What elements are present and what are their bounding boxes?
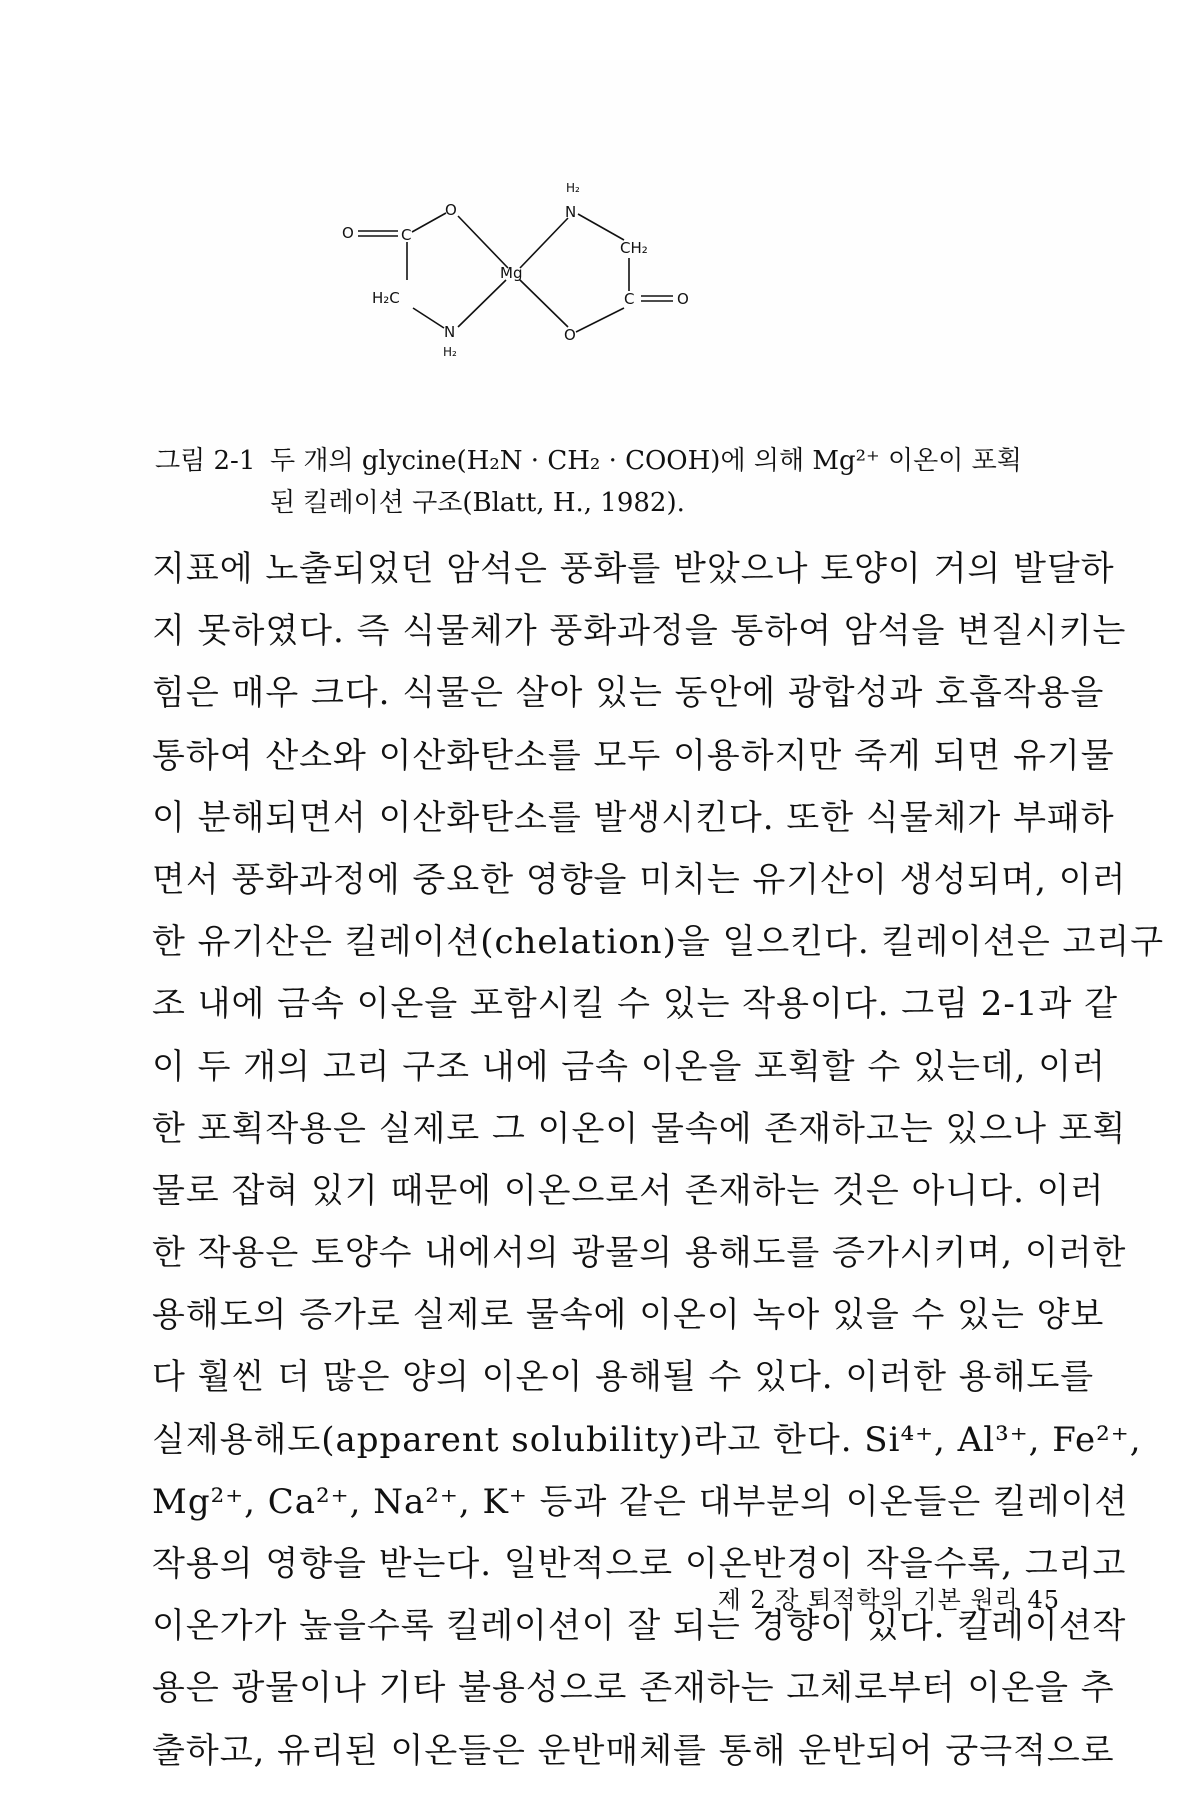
- bond-o-mg-bottom: [520, 280, 568, 327]
- atom-o-top: O: [445, 201, 457, 219]
- atom-c-right: C: [624, 290, 635, 308]
- atom-n-bottom-h: H₂: [443, 345, 457, 359]
- body-line: 한 유기산은 킬레이션(chelation)을 일으킨다. 킬레이션은 고리구: [152, 922, 1165, 963]
- body-line: 용해도의 증가로 실제로 물속에 이온이 녹아 있을 수 있는 양보: [152, 1295, 1105, 1336]
- body-line: 물로 잡혀 있기 때문에 이온으로서 존재하는 것은 아니다. 이러: [152, 1170, 1105, 1211]
- atom-mg: Mg: [500, 264, 523, 282]
- chelation-structure-diagram: [342, 180, 800, 430]
- atom-h2c-left: H₂C: [372, 289, 400, 307]
- bond-o-mg-top: [458, 216, 508, 268]
- bond-c-o-top: [412, 213, 446, 232]
- body-line: 통하여 산소와 이산화탄소를 모두 이용하지만 죽게 되면 유기물: [152, 735, 1115, 776]
- caption-line-1: [155, 440, 1055, 482]
- body-line: 지표에 노출되었던 암석은 풍화를 받았으나 토양이 거의 발달하: [152, 549, 1115, 589]
- body-line: 이 두 개의 고리 구조 내에 금속 이온을 포획할 수 있는데, 이러: [152, 1046, 1106, 1087]
- caption-text-1: 두 개의 glycine(H₂N · CH₂ · COOH)에 의해 Mg²⁺ 이온이 포획: [270, 446, 1022, 476]
- bond-n-mg-top: [520, 218, 568, 268]
- body-line: 실제용해도(apparent solubility)라고 한다. Si⁴⁺, Al³⁺, Fe²⁺,: [152, 1419, 1142, 1460]
- caption-label: 그림 2-1: [155, 446, 256, 476]
- caption-line-2: 된 킬레이션 구조(Blatt, H., 1982).: [270, 488, 685, 518]
- bond-n-ch2: [578, 214, 624, 240]
- atom-o-left: O: [342, 224, 354, 242]
- atom-n-bottom: N: [444, 323, 456, 341]
- body-line: 한 포획작용은 실제로 그 이온이 물속에 존재하고는 있으나 포획: [152, 1108, 1127, 1149]
- body-line: 한 작용은 토양수 내에서의 광물의 용해도를 증가시키며, 이러한: [152, 1233, 1127, 1274]
- bond-n-mg-bottom: [458, 280, 506, 327]
- body-line: 작용의 영향을 받는다. 일반적으로 이온반경이 작을수록, 그리고: [152, 1544, 1127, 1584]
- body-line: 다 훨씬 더 많은 양의 이온이 용해될 수 있다. 이러한 용해도를: [152, 1357, 1095, 1398]
- body-line: 조 내에 금속 이온을 포함시킬 수 있는 작용이다. 그림 2-1과 같: [152, 984, 1119, 1025]
- bond-c-o-bottom: [576, 308, 624, 332]
- body-line: 용은 광물이나 기타 불용성으로 존재하는 고체로부터 이온을 추: [152, 1668, 1115, 1709]
- figure-caption: [155, 440, 1055, 524]
- body-line: Mg²⁺, Ca²⁺, Na²⁺, K⁺ 등과 같은 대부분의 이온들은 킬레이션: [152, 1481, 1129, 1522]
- page-footer: 제 2 장 퇴적학의 기본 원리 45: [717, 1586, 1060, 1614]
- body-line: 이온가가 높을수록 킬레이션이 잘 되는 경향이 있다. 킬레이션작: [152, 1606, 1127, 1647]
- bond-h2c-n: [413, 308, 444, 328]
- body-line: 출하고, 유리된 이온들은 운반매체를 통해 운반되어 궁극적으로: [152, 1730, 1115, 1771]
- atom-o-right: O: [677, 290, 689, 308]
- atom-o-bottom: O: [564, 326, 576, 344]
- atom-n-top: N: [565, 203, 577, 221]
- body-line: 이 분해되면서 이산화탄소를 발생시킨다. 또한 식물체가 부패하: [152, 797, 1115, 838]
- body-line: 힘은 매우 크다. 식물은 살아 있는 동안에 광합성과 호흡작용을: [152, 673, 1105, 714]
- body-line: 면서 풍화과정에 중요한 영향을 미치는 유기산이 생성되며, 이러: [152, 859, 1127, 900]
- atom-c-left: C: [401, 226, 412, 244]
- body-line: 지 못하였다. 즉 식물체가 풍화과정을 통하여 암석을 변질시키는: [152, 611, 1127, 652]
- atom-ch2-right: CH₂: [620, 239, 648, 257]
- atom-n-top-h: H₂: [566, 181, 580, 195]
